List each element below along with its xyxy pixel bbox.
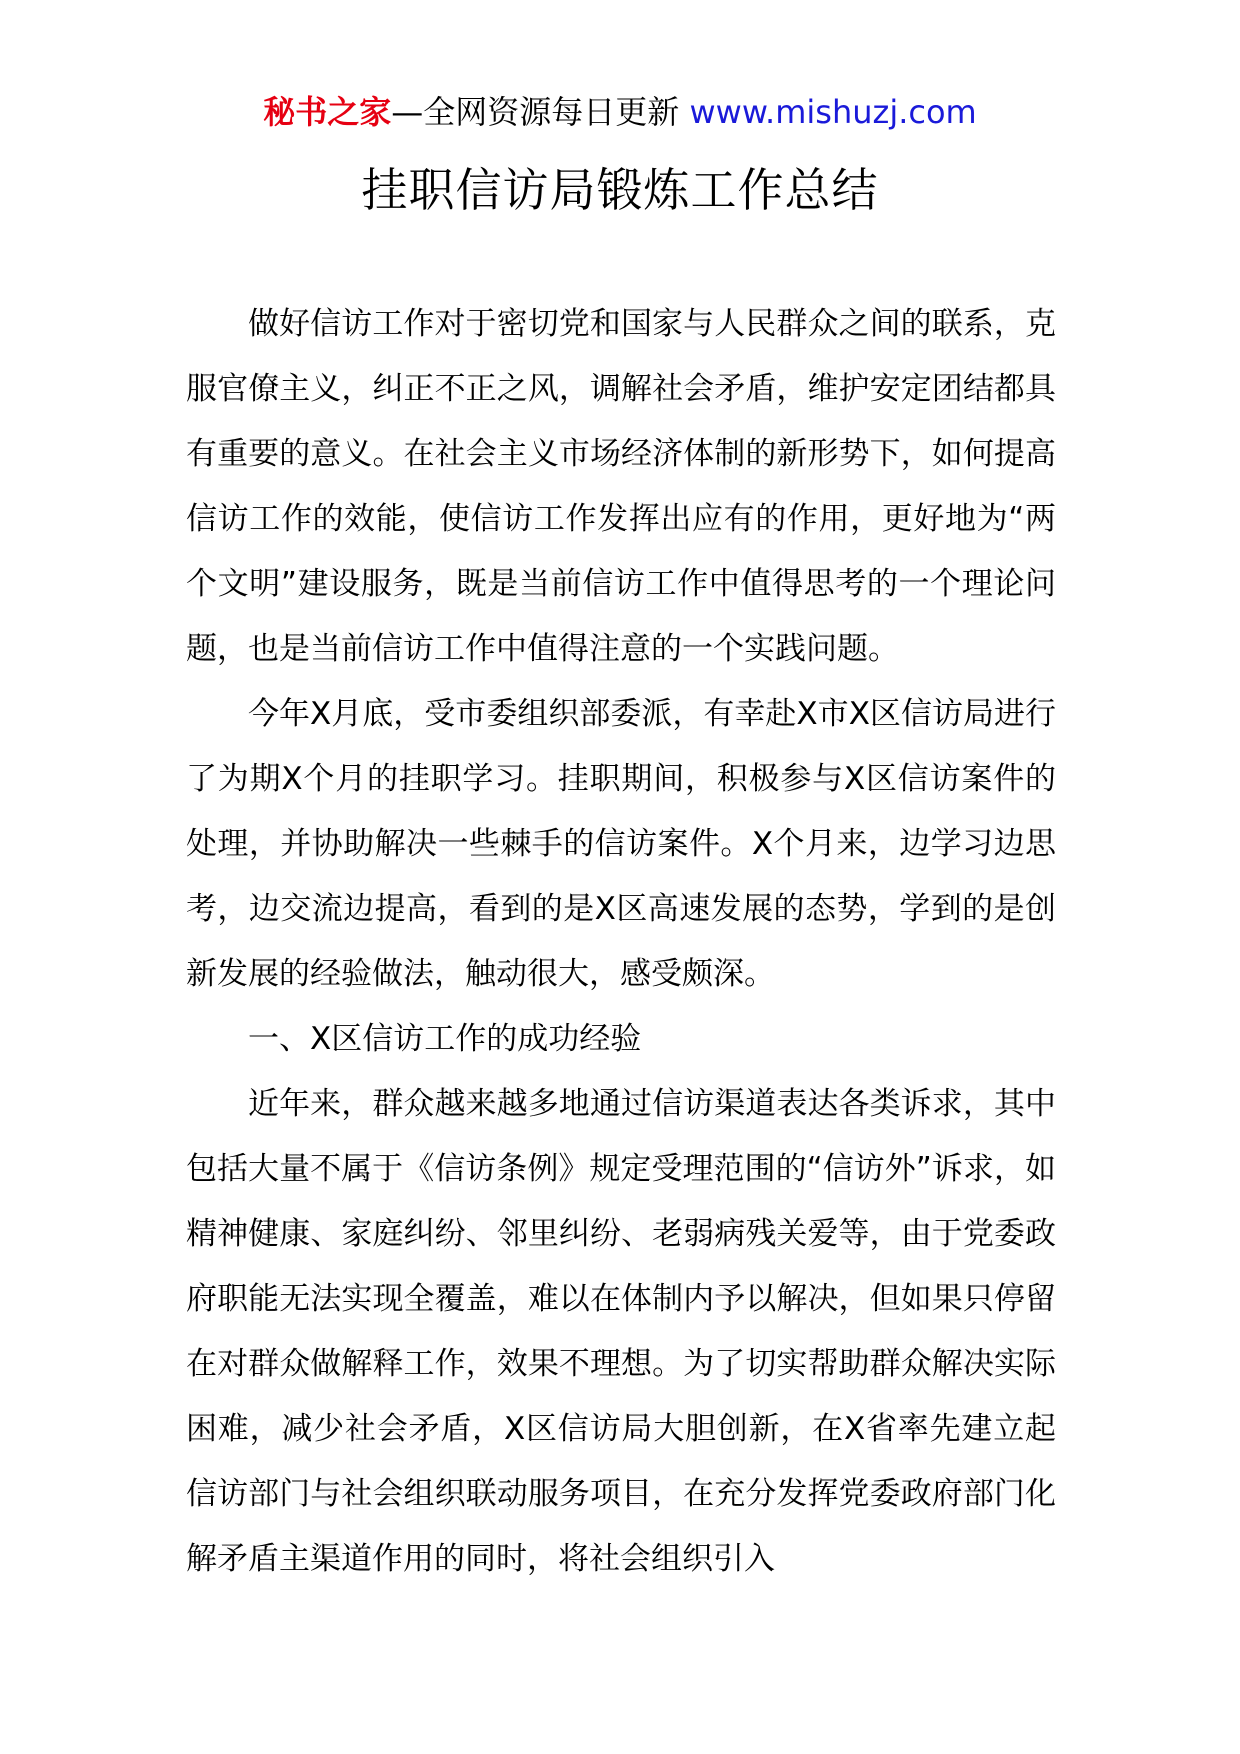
site-header [0, 92, 1240, 132]
document-body [186, 292, 1056, 1592]
site-url-link[interactable]: www.mishuzj.com [689, 93, 977, 131]
section-heading-1: 一、X区信访工作的成功经验 [248, 1021, 642, 1057]
paragraph-section-1: 近年来，群众越来越多地通过信访渠道表达各类诉求，其中包括大量不属于《信访条例》规定受理范围的“信访外”诉求，如精神健康、家庭纠纷、邻里纠纷、老弱病残关爱等，由于党委政府职能无法实现全覆盖，难以在体制内予以解决，但如果只停留在对群众做解释工作，效果不理想。为了切实帮助群众解决实际困难，减少社会矛盾，X区信访局大胆创新，在X省率先建立起信访部门与社会组织联动服务项目，在充分发挥党委政府部门化解矛盾主渠道作用的同时，将社会组织引入 [186, 1086, 1056, 1577]
paragraph-background: 今年X月底，受市委组织部委派，有幸赴X市X区信访局进行了为期X个月的挂职学习。挂职期间，积极参与X区信访案件的处理，并协助解决一些棘手的信访案件。X个月来，边学习边思考，边交流边提高，看到的是X区高速发展的态势，学到的是创新发展的经验做法，触动很大，感受颇深。 [186, 696, 1056, 992]
site-brand: 秘书之家 [263, 93, 392, 131]
document-title: 挂职信访局锻炼工作总结 [361, 163, 879, 217]
paragraph-intro: 做好信访工作对于密切党和国家与人民群众之间的联系，克服官僚主义，纠正不正之风，调解社会矛盾，维护安定团结都具有重要的意义。在社会主义市场经济体制的新形势下，如何提高信访工作的效能，使信访工作发挥出应有的作用，更好地为“两个文明”建设服务，既是当前信访工作中值得思考的一个理论问题，也是当前信访工作中值得注意的一个实践问题。 [186, 306, 1056, 667]
site-tagline: —全网资源每日更新 [391, 93, 680, 131]
